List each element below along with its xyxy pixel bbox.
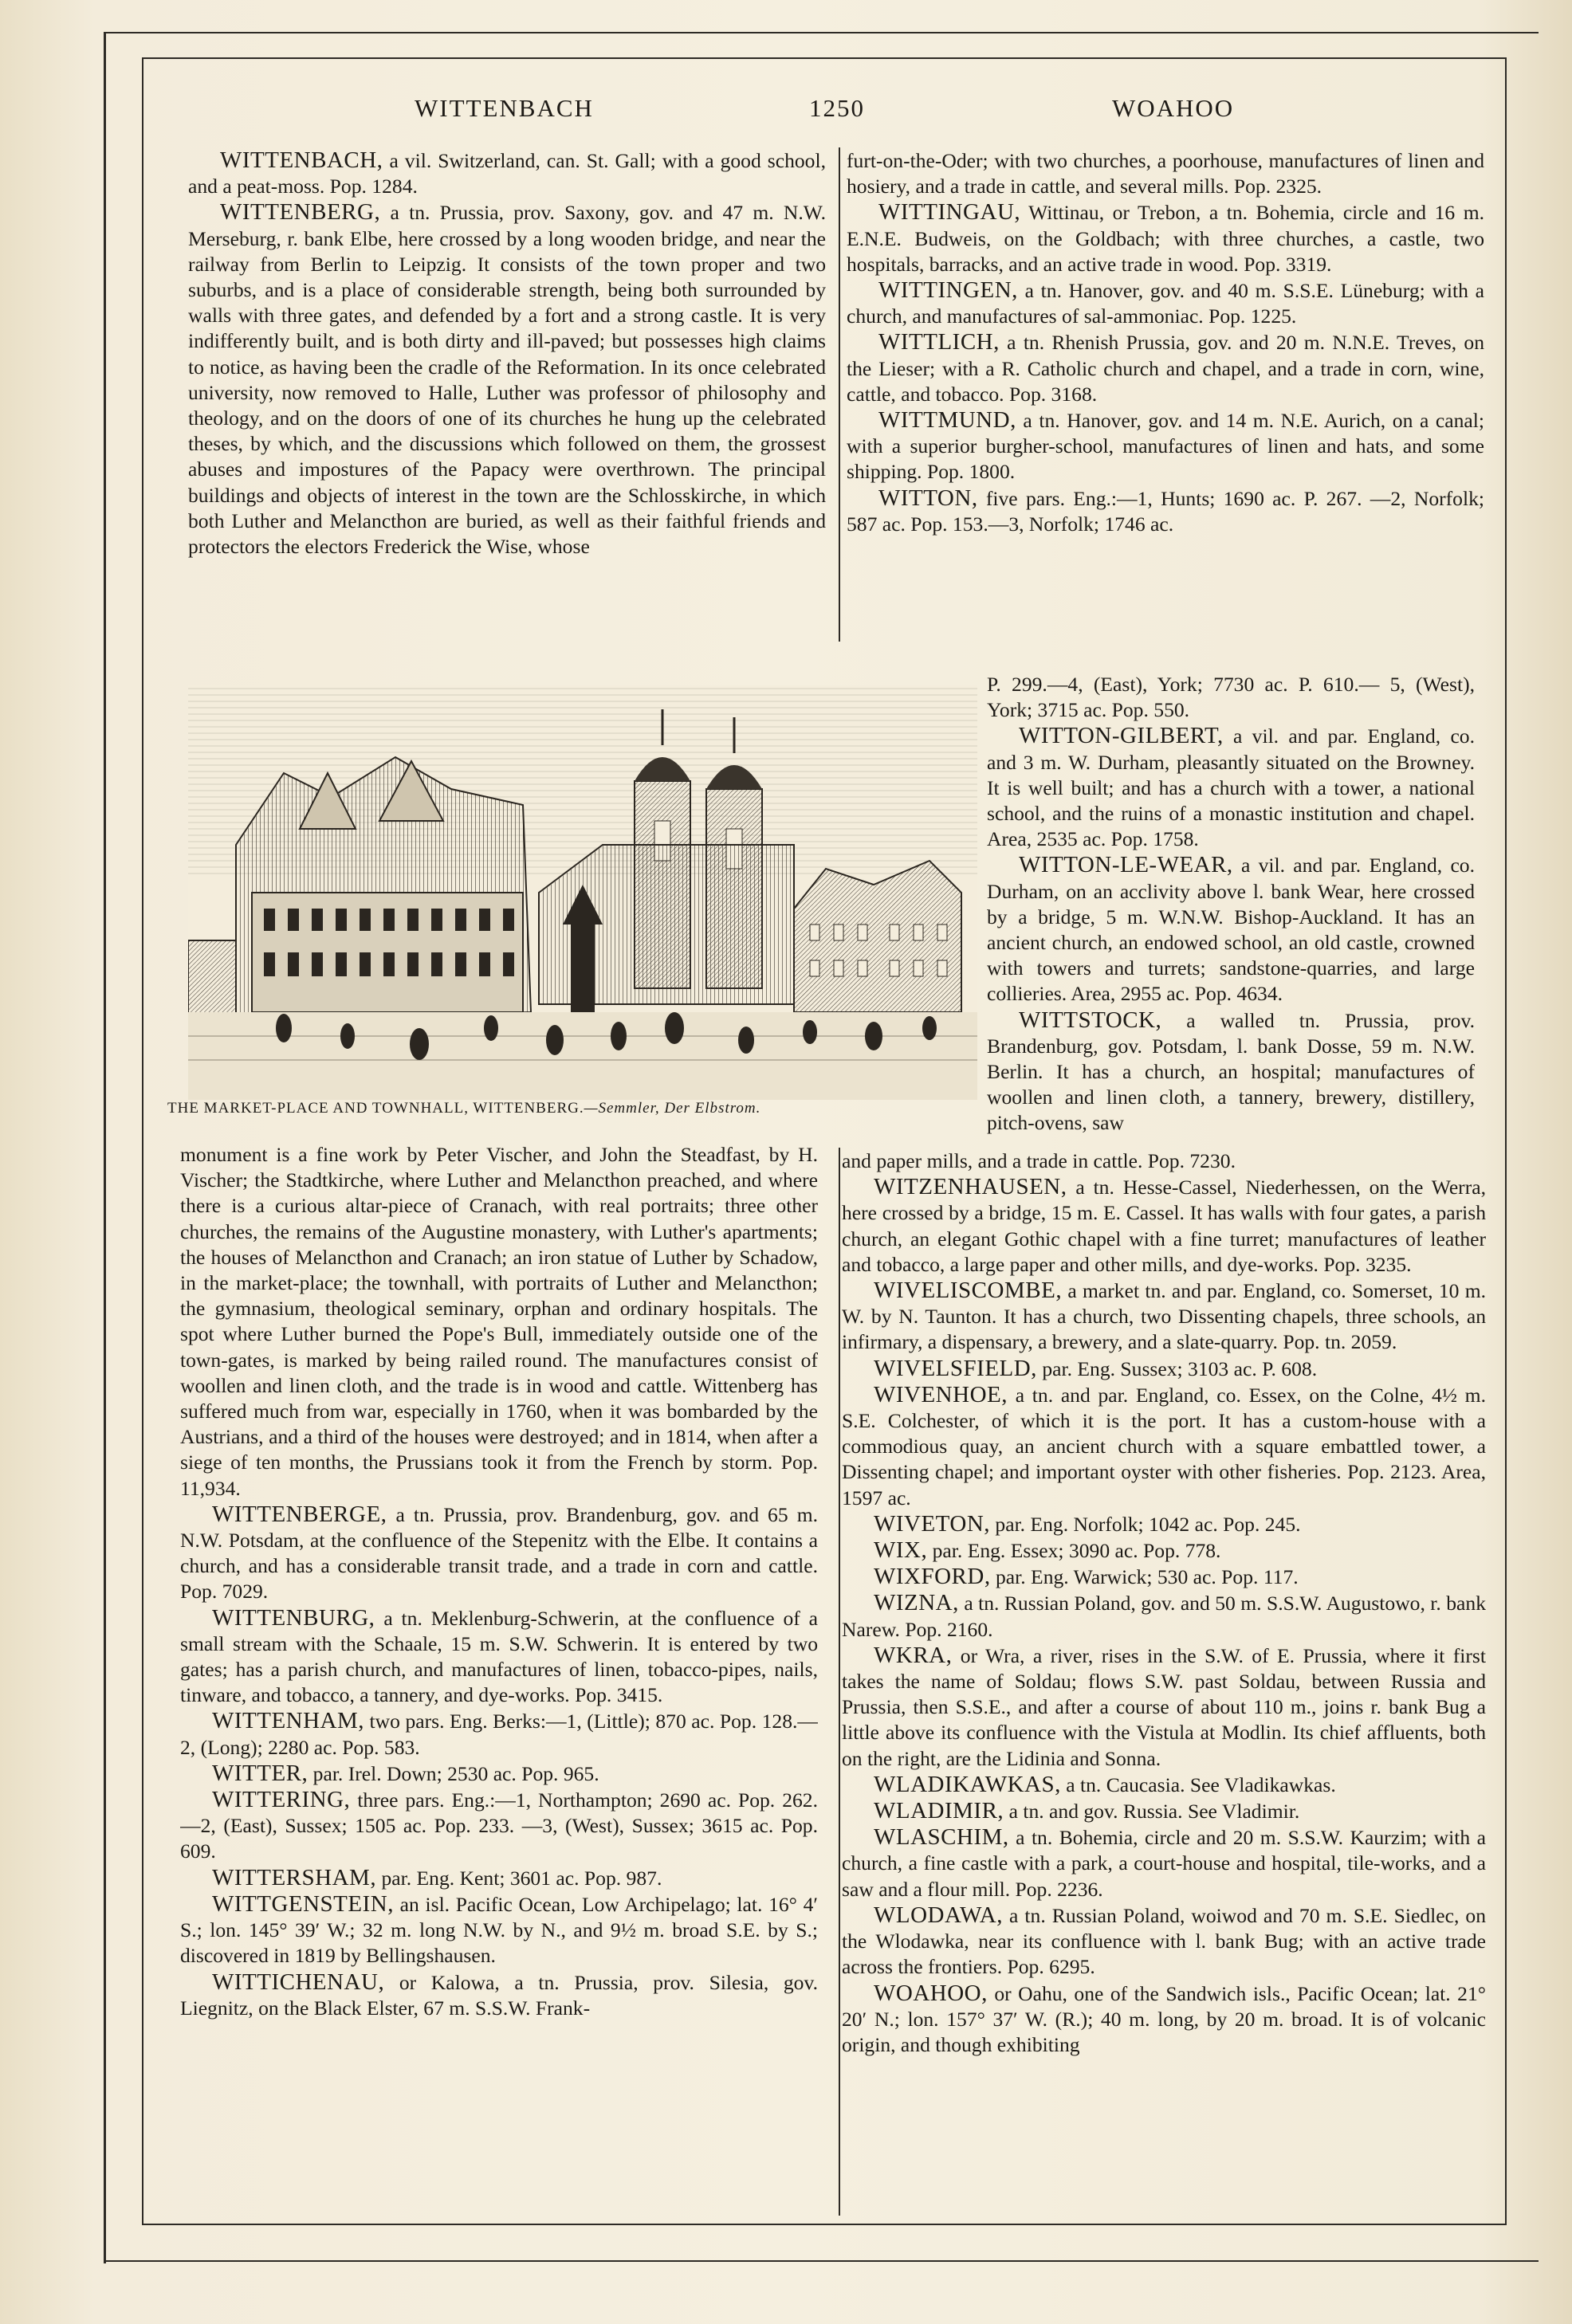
entry-wittersham [180, 1865, 818, 1891]
headword: WITTER, [212, 1760, 309, 1786]
headword: WOAHOO, [874, 1980, 988, 2006]
headword: WIVELSFIELD, [874, 1355, 1037, 1381]
entry-wixford [842, 1564, 1486, 1590]
entry-text: a tn. Russian Poland, woiwod and 70 m. S.E. Siedlec, on the Wlodawka, near its confluence with l. bank Bug; with an active trade across the frontiers. Pop. 6295. [842, 1903, 1486, 1979]
entry-wittmund [847, 407, 1484, 485]
entry-witton-le-wear [987, 852, 1475, 1007]
entry-wlaschim [842, 1824, 1486, 1902]
outer-border-bottom [104, 2260, 1539, 2262]
headword: WITTLICH, [878, 329, 1000, 355]
headword: WIVETON, [874, 1510, 991, 1537]
entry-text: a tn. Russian Poland, gov. and 50 m. S.S.W. Augustowo, r. bank Narew. Pop. 2160. [842, 1592, 1486, 1641]
entry-text: two pars. Eng. Berks:—1, (Little); 870 ac. Pop. 128.—2, (Long); 2280 ac. Pop. 583. [180, 1710, 818, 1759]
entry-wittenham [180, 1708, 818, 1760]
entry-wittichenau [180, 1969, 818, 2021]
headword: WKRA, [874, 1642, 953, 1668]
inner-border-right [1505, 57, 1507, 2225]
entry-wittenbach [188, 147, 826, 199]
headword: WITTINGEN, [878, 277, 1018, 304]
page-number: 1250 [809, 94, 865, 122]
entry-text: a tn. and gov. Russia. See Vladimir. [1004, 1800, 1300, 1823]
entry-wittstock-cont [842, 1148, 1486, 1174]
wittenberg-engraving [188, 685, 977, 1100]
entry-text: or Oahu, one of the Sandwich isls., Pacific Ocean; lat. 21° 20′ N.; lon. 157° 37′ W. (R.); 40 m. long, by 20 m. broad. It is of volcanic origin, and though exhibiting [842, 1981, 1486, 2056]
headword: WITZENHAUSEN, [874, 1174, 1067, 1200]
headword: WLADIMIR, [874, 1798, 1004, 1824]
entry-text: par. Eng. Sussex; 3103 ac. P. 608. [1036, 1356, 1318, 1380]
entry-wladimir [842, 1798, 1486, 1824]
headword: WITTENBERGE, [212, 1501, 387, 1527]
inner-border-top [142, 57, 1507, 59]
entry-wittenburg [180, 1605, 818, 1709]
entry-text: a tn. Caucasia. See Vladikawkas. [1060, 1772, 1336, 1796]
headword: WITTON-GILBERT, [1019, 723, 1224, 749]
entry-text: five pars. Eng.:—1, Hunts; 1690 ac. P. 267. —2, Norfolk; 587 ac. Pop. 153.—3, Norfolk; 1746 ac. [847, 486, 1484, 536]
entry-wkra [842, 1643, 1486, 1772]
entry-wittenberge [180, 1502, 818, 1605]
headword: WITTON-LE-WEAR, [1019, 852, 1233, 878]
entry-witton [847, 485, 1484, 537]
entry-text: or Kalowa, a tn. Prussia, prov. Silesia, gov. Liegnitz, on the Black Elster, 67 m. S.S.W. Frank- [180, 1970, 818, 2020]
entry-witton-gilbert [987, 723, 1475, 852]
entry-wittgenstein [180, 1891, 818, 1969]
caption-title: THE MARKET-PLACE AND TOWNHALL, WITTENBERG. [167, 1100, 584, 1117]
entry-text: a tn. Prussia, prov. Saxony, gov. and 47 m. N.W. Merseburg, r. bank Elbe, here crossed by a long wooden bridge, and near the railway from Berlin to Leipzig. It consists of the town proper and two suburbs, and is a place of considerable strength, being both surrounded by walls with three gates, and defended by a fort and a strong castle. It is very indifferently built, and is both dirty and ill-paved; but possesses high claims to notice, as having been the cradle of the Reformation. In its once celebrated university, now removed to Halle, Luther was professor of philosophy and theology, and on the doors of one of its churches he hung up the celebrated theses, by which, and the discussions which followed on them, the grossest abuses and impostures of the Papacy were overthrown. The principal buildings and objects of interest in the town are the Schlosskirche, in which both Luther and Melancthon are buried, as well as their faithful friends and protectors the electors Frederick the Wise, whose [188, 201, 826, 559]
headword: WLADIKAWKAS, [874, 1771, 1061, 1797]
entry-wivelsfield [842, 1356, 1486, 1382]
header-left-word: WITTENBACH [415, 94, 594, 122]
headword: WITTSTOCK, [1019, 1007, 1162, 1033]
headword: WITTENHAM, [212, 1708, 365, 1734]
entry-text: and paper mills, and a trade in cattle. Pop. 7230. [842, 1149, 1236, 1172]
headword: WITTMUND, [878, 407, 1016, 434]
headword: WITTERING, [212, 1787, 351, 1813]
headword: WITTICHENAU, [212, 1969, 385, 1995]
entry-wizna [842, 1590, 1486, 1642]
entry-text: a tn. and par. England, co. Essex, on the Colne, 4½ m. S.E. Colchester, of which it is the port. It has a custom-house with a commodious quay, an ancient church with a square embattled tower, a Dissenting chapel; and important oyster with other fisheries. Pop. 2123. Area, 1597 ac. [842, 1383, 1486, 1509]
headword: WIXFORD, [874, 1564, 991, 1590]
right-column-top [847, 147, 1484, 669]
entry-witzenhausen [842, 1174, 1486, 1278]
entry-text: par. Eng. Kent; 3601 ac. Pop. 987. [376, 1866, 662, 1890]
headword: WITTENBERG, [220, 199, 381, 226]
entry-wivenhoe [842, 1382, 1486, 1511]
entry-wittstock [987, 1007, 1475, 1136]
running-header [151, 94, 1499, 134]
headword: WLASCHIM, [874, 1824, 1009, 1851]
entry-wittering [180, 1787, 818, 1865]
column-divider-bottom [839, 1148, 840, 2216]
headword: WIX, [874, 1537, 928, 1564]
column-divider-top [839, 147, 840, 642]
entry-witter [180, 1761, 818, 1787]
headword: WITTENBACH, [220, 147, 383, 173]
headword: WITTENBURG, [212, 1604, 375, 1631]
entry-wiveton [842, 1511, 1486, 1537]
caption-credit: —Semmler, Der Elbstrom. [584, 1100, 761, 1117]
headword: WITTON, [878, 485, 978, 511]
illustration-caption [167, 1100, 973, 1117]
headword: WIVELISCOMBE, [874, 1278, 1063, 1304]
entry-wittingau [847, 199, 1484, 277]
entry-text: a tn. Bohemia, circle and 20 m. S.S.W. Kaurzim; with a church, a fine castle with a park, a court-house and hospital, tile-works, and a saw and a flour mill. Pop. 2236. [842, 1826, 1486, 1901]
headword: WLODAWA, [874, 1902, 1003, 1928]
entry-wladikawkas [842, 1772, 1486, 1798]
headword: WIVENHOE, [874, 1381, 1008, 1407]
entry-text: a walled tn. Prussia, prov. Brandenburg, gov. Potsdam, l. bank Dosse, 59 m. N.W. Berlin. It has a church, an hospital; manufactures of woollen and linen cloth, a tannery, brewery, distillery, pitch-ovens, saw [987, 1008, 1475, 1135]
right-column-bottom [842, 1148, 1486, 2184]
entry-text: a vil. Switzerland, can. St. Gall; with a good school, and a peat-moss. Pop. 1284. [188, 149, 826, 198]
entry-text: an isl. Pacific Ocean, Low Archipelago; lat. 16° 4′ S.; lon. 145° 39′ W.; 32 m. long N.W. by N., and 9½ m. broad S.E. by S.; discovered in 1819 by Bellingshausen. [180, 1892, 818, 1968]
entry-text: three pars. Eng.:—1, Northampton; 2690 ac. Pop. 262.—2, (East), Sussex; 1505 ac. Pop. 233. —3, (West), Sussex; 3615 ac. Pop. 609. [180, 1788, 818, 1863]
headword: WITTERSHAM, [212, 1864, 377, 1890]
entry-wittenberg [188, 199, 826, 559]
entry-wittichenau-cont [847, 147, 1484, 199]
entry-text: a tn. Prussia, prov. Brandenburg, gov. and 65 m. N.W. Potsdam, at the confluence of the Stepenitz with the Elbe. It contains a church, and has a considerable transit trade, and a trade in corn and cattle. Pop. 7029. [180, 1502, 818, 1604]
entry-text: furt-on-the-Oder; with two churches, a poorhouse, manufactures of linen and hosiery, and a trade in cattle, and several mills. Pop. 2325. [847, 149, 1484, 198]
entry-wlodawa [842, 1902, 1486, 1981]
outer-border-top [104, 32, 1539, 33]
entry-text: par. Eng. Norfolk; 1042 ac. Pop. 245. [990, 1512, 1301, 1536]
entry-text: a vil. and par. England, co. Durham, on an acclivity above l. bank Wear, here crossed by a bridge, 5 m. W.N.W. Bishop-Auckland. It has an ancient church, an endowed school, an old castle, crowned with towers and turrets; sandstone-quarries, and large collieries. Area, 2955 ac. Pop. 4634. [987, 854, 1475, 1006]
inner-border-bottom [142, 2224, 1507, 2225]
headword: WITTINGAU, [878, 199, 1021, 226]
entry-text: monument is a fine work by Peter Vischer, and John the Steadfast, by H. Vischer; the Stadtkirche, where Luther and Melancthon preached, and where there is a curious altar-piece of Cranach, with real portraits; three other churches, the remains of the Augustine monastery, with Luther's apartments; the houses of Melancthon and Cranach; an iron statue of Luther by Schadow, in the market-place; the townhall, with portraits of Luther and Melancthon; the gymnasium, theological seminary, orphan and ordinary hospitals. The spot where Luther burned the Pope's Bull, immediately outside one of the town-gates, is marked by being railed round. The manufactures consist of woollen and linen cloth, and the trade is in wood and cattle. Wittenberg has suffered much from war, especially in 1760, when it was bombarded by the Austrians, and a third of the houses were destroyed; and in 1814, when after a siege of ten months, the Prussians took it from the French by storm. Pop. 11,934. [180, 1143, 818, 1500]
entry-text: a tn. Hesse-Cassel, Niederhessen, on the Werra, here crossed by a bridge, 15 m. E. Cassel. It has walls with four gates, a parish church, an elegant Gothic chapel with a fine turret; manufactures of leather and tobacco, a large paper and other mills, and dye-works. Pop. 3235. [842, 1176, 1486, 1276]
header-right-word: WOAHOO [1112, 94, 1235, 122]
inner-border-left [142, 57, 143, 2225]
headword: WIZNA, [874, 1590, 959, 1616]
entry-text: par. Irel. Down; 2530 ac. Pop. 965. [308, 1761, 599, 1785]
entry-wittlich [847, 329, 1484, 407]
entry-text: or Wra, a river, rises in the S.W. of E. Prussia, where it first takes the name of Soldau; flows S.W. past Soldau, between Russia and Prussia, then S.S.E., and after a course of about 110 m., joins r. bank Bug a little above its confluence with the Vistula at Modlin. Its chief affluents, both on the right, are the Lidinia and Sonna. [842, 1643, 1486, 1770]
entry-wiveliscombe [842, 1278, 1486, 1356]
entry-text: Wittinau, or Trebon, a tn. Bohemia, circle and 16 m. E.N.E. Budweis, on the Goldbach; with three churches, a castle, two hospitals, barracks, and an active trade in wood. Pop. 3319. [847, 201, 1484, 276]
outer-border-left [104, 32, 106, 2263]
headword: WITTGENSTEIN, [212, 1890, 394, 1917]
entry-text: a tn. Rhenish Prussia, gov. and 20 m. N.N.E. Treves, on the Lieser; with a R. Catholic church and chapel, and a trade in corn, wine, cattle, and tobacco. Pop. 3168. [847, 331, 1484, 406]
entry-text: P. 299.—4, (East), York; 7730 ac. P. 610.— 5, (West), York; 3715 ac. Pop. 550. [987, 673, 1475, 722]
entry-text: a tn. Hanover, gov. and 40 m. S.S.E. Lüneburg; with a church, and manufactures of sal-ammoniac. Pop. 1225. [847, 279, 1484, 328]
entry-witton-cont [987, 671, 1475, 723]
entry-wittenberg-cont [180, 1141, 818, 1502]
entry-wittingen [847, 277, 1484, 329]
entry-wix [842, 1537, 1486, 1564]
right-wrap-column [987, 671, 1475, 1141]
entry-text: par. Eng. Warwick; 530 ac. Pop. 117. [990, 1565, 1299, 1589]
entry-text: a vil. and par. England, co. and 3 m. W. Durham, pleasantly situated on the Browney. It is well built; and has a church with a tower, a national school, and the ruins of a monastic institution and chapel. Area, 2535 ac. Pop. 1758. [987, 724, 1475, 851]
entry-text: a tn. Hanover, gov. and 14 m. N.E. Aurich, on a canal; with a superior burgher-school, manufactures of linen and hats, and some shipping. Pop. 1800. [847, 409, 1484, 484]
entry-text: a market tn. and par. England, co. Somerset, 10 m. W. by N. Taunton. It has a church, two Dissenting chapels, three schools, an infirmary, a dispensary, a brewery, and a slate-quarry. Pop. tn. 2059. [842, 1279, 1486, 1354]
entry-text: a tn. Meklenburg-Schwerin, at the confluence of a small stream with the Schaale, 15 m. S.W. Schwerin. It is entered by two gates; has a parish church, and manufactures of linen, tobacco-pipes, nails, tinware, and tobacco, a tannery, and dye-works. Pop. 3415. [180, 1606, 818, 1707]
entry-woahoo [842, 1981, 1486, 2059]
left-column-bottom [180, 1141, 818, 2177]
entry-text: par. Eng. Essex; 3090 ac. Pop. 778. [927, 1539, 1221, 1563]
engraving-drawing [188, 685, 977, 1100]
left-column-top [188, 147, 826, 642]
